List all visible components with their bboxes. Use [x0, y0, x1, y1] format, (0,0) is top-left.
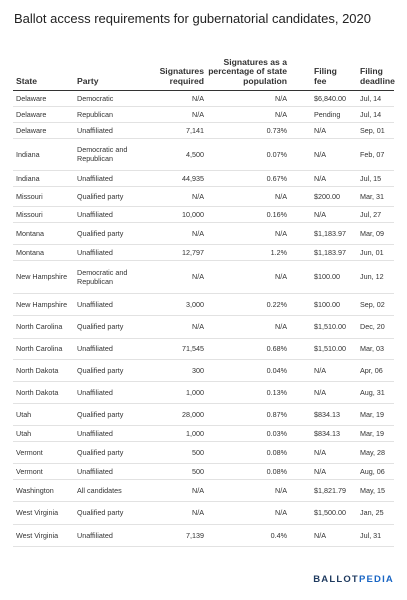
table-row [13, 425, 394, 441]
cell-percentage: 0.08% [204, 441, 287, 463]
table-row [13, 90, 394, 106]
cell-party: Unaffiliated [77, 338, 139, 359]
cell-filing-deadline: Mar, 31 [340, 186, 394, 206]
cell-filing-deadline: Mar, 03 [340, 338, 394, 359]
cell-signatures: N/A [139, 260, 204, 293]
cell-party: All candidates [77, 479, 139, 501]
cell-party: Democratic [77, 90, 139, 106]
cell-state: Montana [13, 222, 77, 244]
cell-state: Missouri [13, 186, 77, 206]
table-row [13, 441, 394, 463]
table-row [13, 170, 394, 186]
ballotpedia-logo [313, 574, 394, 585]
cell-signatures: 28,000 [139, 403, 204, 425]
table-row [13, 222, 394, 244]
cell-filing-deadline: May, 15 [340, 479, 394, 501]
cell-filing-fee: N/A [287, 524, 340, 546]
cell-percentage: 0.67% [204, 170, 287, 186]
cell-filing-fee: $100.00 [287, 260, 340, 293]
cell-filing-fee: $834.13 [287, 425, 340, 441]
cell-filing-fee: N/A [287, 138, 340, 170]
cell-percentage: 0.73% [204, 122, 287, 138]
cell-party: Democratic and Republican [77, 138, 139, 170]
table-row [13, 359, 394, 381]
cell-filing-deadline: Feb, 07 [340, 138, 394, 170]
cell-party: Unaffiliated [77, 293, 139, 315]
cell-signatures: N/A [139, 501, 204, 524]
table-row [13, 403, 394, 425]
cell-filing-fee: $6,840.00 [287, 90, 340, 106]
cell-party: Republican [77, 106, 139, 122]
cell-filing-fee: N/A [287, 170, 340, 186]
cell-state: West Virginia [13, 524, 77, 546]
cell-percentage: N/A [204, 90, 287, 106]
cell-party: Qualified party [77, 403, 139, 425]
table-row [13, 293, 394, 315]
table-body [13, 90, 394, 546]
cell-filing-fee: N/A [287, 122, 340, 138]
cell-signatures: 7,139 [139, 524, 204, 546]
table-row [13, 106, 394, 122]
cell-filing-fee: $1,183.97 [287, 244, 340, 260]
header-filing-deadline: Filing deadline [340, 49, 394, 90]
table-row [13, 260, 394, 293]
cell-state: North Dakota [13, 359, 77, 381]
cell-percentage: 0.87% [204, 403, 287, 425]
cell-party: Unaffiliated [77, 463, 139, 479]
cell-filing-deadline: Mar, 09 [340, 222, 394, 244]
cell-state: Delaware [13, 90, 77, 106]
logo-text-ballot: BALLOT [313, 574, 359, 585]
header-party: Party [77, 49, 139, 90]
cell-filing-fee: $1,821.79 [287, 479, 340, 501]
cell-filing-deadline: May, 28 [340, 441, 394, 463]
cell-percentage: N/A [204, 315, 287, 338]
table-row [13, 463, 394, 479]
cell-party: Qualified party [77, 359, 139, 381]
cell-party: Unaffiliated [77, 524, 139, 546]
cell-percentage: 0.13% [204, 381, 287, 403]
cell-filing-deadline: Aug, 06 [340, 463, 394, 479]
cell-signatures: N/A [139, 186, 204, 206]
cell-signatures: N/A [139, 479, 204, 501]
table-header-row [13, 49, 394, 90]
cell-state: New Hampshire [13, 293, 77, 315]
cell-party: Democratic and Republican [77, 260, 139, 293]
cell-filing-deadline: Jul, 15 [340, 170, 394, 186]
table-row [13, 479, 394, 501]
cell-signatures: 500 [139, 463, 204, 479]
cell-signatures: 7,141 [139, 122, 204, 138]
cell-party: Qualified party [77, 186, 139, 206]
cell-signatures: 12,797 [139, 244, 204, 260]
cell-signatures: 4,500 [139, 138, 204, 170]
cell-state: North Dakota [13, 381, 77, 403]
cell-percentage: 0.08% [204, 463, 287, 479]
cell-party: Unaffiliated [77, 381, 139, 403]
header-state: State [13, 49, 77, 90]
cell-signatures: 71,545 [139, 338, 204, 359]
cell-party: Unaffiliated [77, 425, 139, 441]
ballot-access-table [13, 49, 394, 547]
cell-filing-deadline: Apr, 06 [340, 359, 394, 381]
cell-filing-deadline: Jul, 14 [340, 106, 394, 122]
cell-state: Delaware [13, 122, 77, 138]
cell-percentage: N/A [204, 106, 287, 122]
cell-signatures: N/A [139, 106, 204, 122]
cell-party: Qualified party [77, 501, 139, 524]
table-row [13, 186, 394, 206]
table-row [13, 244, 394, 260]
cell-party: Qualified party [77, 441, 139, 463]
cell-filing-fee: $834.13 [287, 403, 340, 425]
cell-state: Indiana [13, 170, 77, 186]
cell-party: Qualified party [77, 222, 139, 244]
table-row [13, 122, 394, 138]
cell-filing-fee: $1,183.97 [287, 222, 340, 244]
cell-filing-deadline: Jul, 27 [340, 206, 394, 222]
cell-percentage: N/A [204, 501, 287, 524]
cell-filing-fee: $100.00 [287, 293, 340, 315]
table-row [13, 206, 394, 222]
cell-percentage: 0.16% [204, 206, 287, 222]
cell-filing-fee: N/A [287, 463, 340, 479]
cell-state: Utah [13, 425, 77, 441]
cell-state: Missouri [13, 206, 77, 222]
cell-party: Unaffiliated [77, 206, 139, 222]
cell-state: Utah [13, 403, 77, 425]
cell-party: Unaffiliated [77, 170, 139, 186]
cell-signatures: N/A [139, 222, 204, 244]
cell-filing-fee: Pending [287, 106, 340, 122]
cell-state: Washington [13, 479, 77, 501]
cell-percentage: N/A [204, 186, 287, 206]
header-signatures: Signatures required [139, 49, 204, 90]
cell-party: Unaffiliated [77, 244, 139, 260]
header-percentage: Signatures as a percentage of state population [204, 49, 287, 90]
cell-state: New Hampshire [13, 260, 77, 293]
cell-percentage: 0.4% [204, 524, 287, 546]
cell-signatures: 500 [139, 441, 204, 463]
page-title: Ballot access requirements for gubernatorial candidates, 2020 [14, 11, 371, 26]
cell-filing-deadline: Sep, 02 [340, 293, 394, 315]
cell-filing-deadline: Dec, 20 [340, 315, 394, 338]
cell-percentage: 0.68% [204, 338, 287, 359]
table-row [13, 315, 394, 338]
table-row [13, 501, 394, 524]
cell-filing-fee: $1,510.00 [287, 338, 340, 359]
cell-filing-fee: $200.00 [287, 186, 340, 206]
cell-state: Indiana [13, 138, 77, 170]
cell-filing-fee: N/A [287, 441, 340, 463]
cell-percentage: 0.07% [204, 138, 287, 170]
cell-filing-deadline: Mar, 19 [340, 425, 394, 441]
cell-percentage: 0.03% [204, 425, 287, 441]
cell-signatures: 3,000 [139, 293, 204, 315]
cell-state: North Carolina [13, 315, 77, 338]
cell-signatures: 1,000 [139, 425, 204, 441]
cell-filing-fee: N/A [287, 381, 340, 403]
header-filing-fee: Filing fee [287, 49, 340, 90]
cell-percentage: 0.22% [204, 293, 287, 315]
cell-signatures: 44,935 [139, 170, 204, 186]
cell-signatures: N/A [139, 315, 204, 338]
cell-filing-deadline: Sep, 01 [340, 122, 394, 138]
table-row [13, 138, 394, 170]
cell-filing-fee: $1,500.00 [287, 501, 340, 524]
cell-filing-deadline: Jul, 31 [340, 524, 394, 546]
table-row [13, 338, 394, 359]
cell-signatures: 300 [139, 359, 204, 381]
cell-filing-fee: N/A [287, 206, 340, 222]
cell-state: Vermont [13, 441, 77, 463]
cell-percentage: N/A [204, 222, 287, 244]
cell-percentage: N/A [204, 479, 287, 501]
cell-signatures: 10,000 [139, 206, 204, 222]
cell-state: West Virginia [13, 501, 77, 524]
logo-text-pedia: PEDIA [358, 574, 394, 585]
cell-state: Delaware [13, 106, 77, 122]
cell-party: Unaffiliated [77, 122, 139, 138]
cell-filing-deadline: Jun, 01 [340, 244, 394, 260]
cell-state: Vermont [13, 463, 77, 479]
cell-percentage: N/A [204, 260, 287, 293]
cell-percentage: 0.04% [204, 359, 287, 381]
cell-filing-deadline: Jul, 14 [340, 90, 394, 106]
cell-signatures: 1,000 [139, 381, 204, 403]
cell-party: Qualified party [77, 315, 139, 338]
cell-filing-deadline: Aug, 31 [340, 381, 394, 403]
cell-signatures: N/A [139, 90, 204, 106]
cell-filing-deadline: Jan, 25 [340, 501, 394, 524]
cell-filing-fee: N/A [287, 359, 340, 381]
table-row [13, 381, 394, 403]
cell-filing-fee: $1,510.00 [287, 315, 340, 338]
table-row [13, 524, 394, 546]
cell-state: Montana [13, 244, 77, 260]
cell-filing-deadline: Mar, 19 [340, 403, 394, 425]
cell-state: North Carolina [13, 338, 77, 359]
cell-filing-deadline: Jun, 12 [340, 260, 394, 293]
cell-percentage: 1.2% [204, 244, 287, 260]
